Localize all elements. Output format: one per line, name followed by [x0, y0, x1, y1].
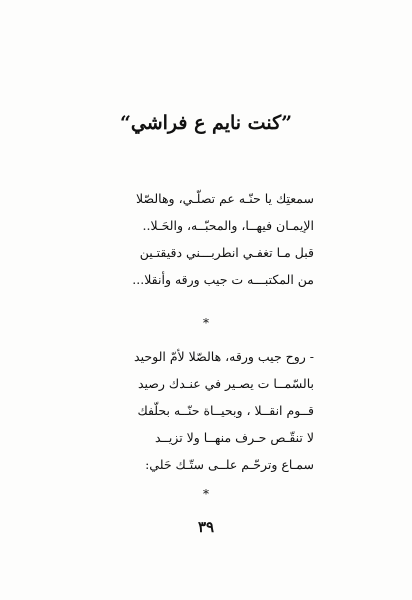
- verse-line: قــوم انقــلا ، وبحيــاة حنّــه بحلّفك: [137, 403, 314, 418]
- verse-line: سمعتِك يا حنّـه عم تصلّـي، وهالصّلا: [136, 191, 314, 206]
- verse-line: سمـاع وترحّـم علــى ستّـك حَلي:: [145, 457, 314, 472]
- page-number: ٣٩: [197, 518, 215, 536]
- verse-line: لا تنقّـص حـرف منهــا ولا تزيــد: [154, 430, 314, 445]
- section-divider-asterisk: *: [203, 487, 209, 501]
- verse-line: - روح جيب ورقه، هالصّلا لأمّ الوحيد: [134, 349, 314, 364]
- verse-line: الإيمـان فيهــا، والمحبّــه، والحَـلا..: [142, 218, 314, 233]
- poem-title: ”كنت نايم ع فراشي“: [119, 112, 293, 134]
- verse-line: بالسّمــا ت يصـير في عنـدك رصيد: [137, 376, 314, 391]
- stanza-1: [64, 185, 314, 293]
- verse-line: قبل مـا تغفـي انطربـــني دقيقتـين: [139, 245, 314, 260]
- section-divider-asterisk: *: [203, 316, 209, 330]
- stanza-2: [64, 343, 314, 478]
- verse-line: من المكتبـــه ت جيب ورقه وأنقلا...: [132, 272, 314, 287]
